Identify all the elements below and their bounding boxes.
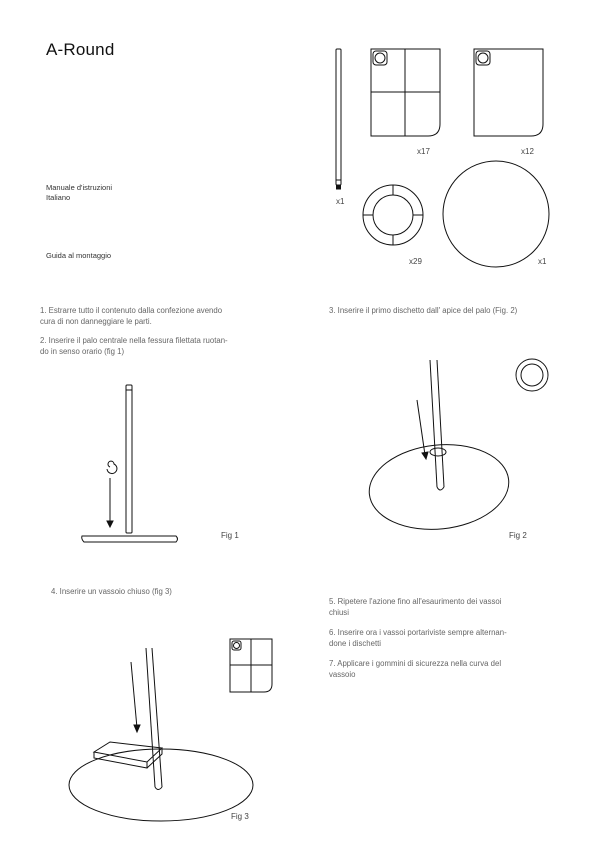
step-6-line-1: 6. Inserire ora i vassoi portariviste sempre alternan- <box>329 628 507 637</box>
fig-2-label: Fig 2 <box>509 531 527 540</box>
step-4: 4. Inserire un vassoio chiuso (fig 3) <box>51 587 172 596</box>
base-part <box>443 161 549 267</box>
base-qty: x1 <box>538 257 547 266</box>
manual-label: Manuale d'istruzioni <box>46 183 113 192</box>
closed-tray-part <box>371 49 440 136</box>
disc-part <box>363 185 423 245</box>
open-tray-part <box>474 49 543 136</box>
open-tray-qty: x12 <box>521 147 534 156</box>
step-5-line-1: 5. Ripetere l'azione fino all'esaurimento dei vassoi <box>329 597 502 606</box>
fig-3-drawing <box>69 639 272 821</box>
step-5-line-2: chiusi <box>329 607 349 617</box>
pole-part <box>336 49 341 189</box>
step-3: 3. Inserire il primo dischetto dall' apice del palo (Fig. 2) <box>329 306 518 315</box>
step-1-line-2: cura di non danneggiare le parti. <box>40 316 152 326</box>
assembly-guide-label: Guida al montaggio <box>46 251 112 260</box>
closed-tray-qty: x17 <box>417 147 430 156</box>
language-label: Italiano <box>46 193 71 202</box>
pole-qty: x1 <box>336 197 345 206</box>
step-2-line-1: 2. Inserire il palo centrale nella fessura filettata ruotan- <box>40 336 228 345</box>
fig-1-drawing <box>82 385 178 542</box>
fig-3-label: Fig 3 <box>231 812 249 821</box>
disc-qty: x29 <box>409 257 422 266</box>
step-1-line-1: 1. Estrarre tutto il contenuto dalla confezione avendo <box>40 306 223 315</box>
fig-2-drawing <box>365 359 548 536</box>
step-2-line-2: do in senso orario (fig 1) <box>40 346 125 356</box>
page-title: A-Round <box>46 40 115 59</box>
step-7-line-2: vassoio <box>329 669 356 679</box>
fig-1-label: Fig 1 <box>221 531 239 540</box>
step-6-line-2: done i dischetti <box>329 638 382 648</box>
step-7-line-1: 7. Applicare i gommini di sicurezza nella curva del <box>329 659 502 668</box>
